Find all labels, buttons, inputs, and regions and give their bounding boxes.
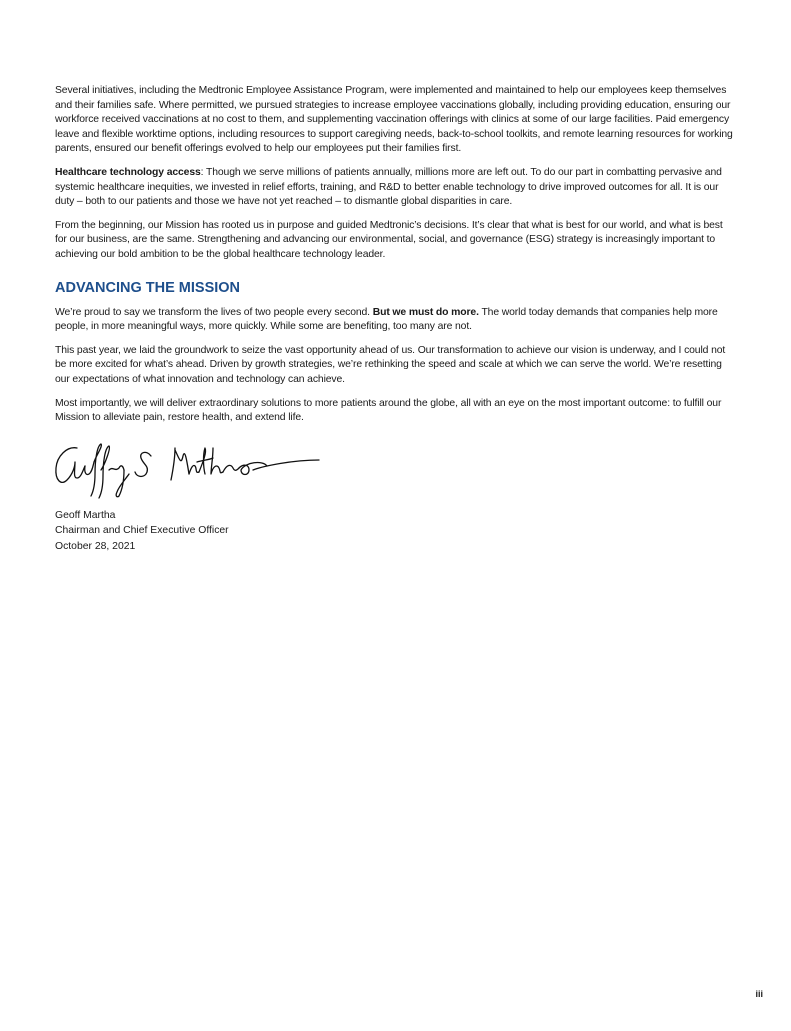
do-more-emphasis: But we must do more. (372, 306, 479, 318)
signer-title: Chairman and Chief Executive Officer (55, 525, 229, 537)
paragraph-employee-safety: Several initiatives, including the Medtronic Employee Assistance Program, were implemented and maintained to help our employees keep themselves and their families safe. Where permitted, we pursued strategies to increase employee vaccinations globally, including providing education, ensuring our workforce received vaccinations at no cost to them, and supplementing vaccination offerings with clinics at some of our large facilities. Paid emergency leave and flexible worktime options, including resources to support caregiving needs, back-to-school toolkits, and remote learning resources for working parents, ensured our benefit offerings evolved to help our employees put their families first. (55, 85, 733, 155)
handwritten-signature (53, 440, 323, 504)
healthcare-access-lead: Healthcare technology access (55, 166, 201, 178)
do-more-post: The world today demands that companies help more people, in more meaningful ways, more quickly. While some are benefiting, too many are not. (55, 306, 718, 333)
paragraph-most-importantly: Most importantly, we will deliver extraordinary solutions to more patients around the globe, all with an eye on the most important outcome: to fulfill our Mission to alleviate pain, restore health, and extend life. (55, 397, 722, 424)
letter-body (55, 84, 737, 554)
paragraph-mission-purpose: From the beginning, our Mission has rooted us in purpose and guided Medtronic’s decisions. It’s clear that what is best for our world, and what is best for our business, are the same. Strengthening and advancing our environmental, social, and governance (ESG) strategy is increasingly important to achieving our bold ambition to be the global healthcare technology leader. (55, 219, 723, 260)
healthcare-access-body: : Though we serve millions of patients annually, millions more are left out. To do our part in combatting pervasive and systemic healthcare inequities, we invested in relief efforts, training, and R&D to better enable technology to drive improved outcomes for all. It is our duty – both to our patients and those we have not yet reached – to dismantle global disparities in care. (55, 166, 722, 208)
page-number: iii (755, 989, 763, 999)
paragraph-groundwork: This past year, we laid the groundwork to seize the vast opportunity ahead of us. Our transformation to achieve our vision is underway, and I could not be more excited for what’s ahead. Driven by growth strategies, we’re rethinking the speed and scale at which we can serve the world. We’re resetting our expectations of what innovation and technology can achieve. (55, 344, 726, 385)
do-more-pre: We’re proud to say we transform the lives of two people every second. (55, 306, 373, 318)
signer-name: Geoff Martha (55, 509, 116, 521)
paragraph-healthcare-access (55, 166, 737, 210)
signer-block (55, 508, 737, 555)
signer-date: October 28, 2021 (55, 540, 136, 552)
paragraph-do-more (55, 306, 737, 335)
section-heading: ADVANCING THE MISSION (55, 279, 241, 296)
